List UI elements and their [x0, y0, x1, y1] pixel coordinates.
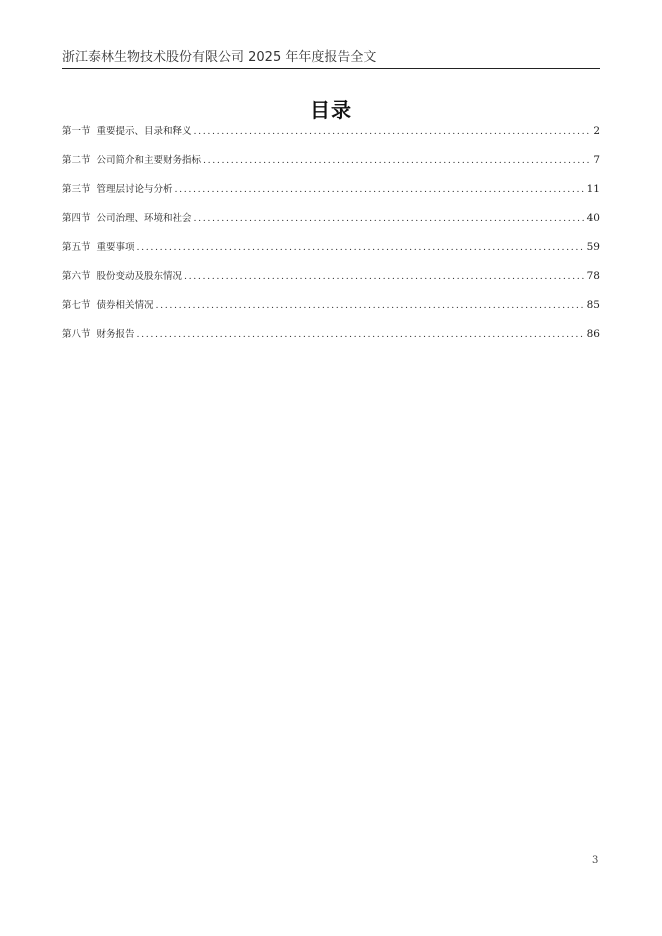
toc-entry[interactable] — [62, 181, 600, 210]
toc-section-title: 重要提示、目录和释义 — [96, 126, 192, 137]
toc-section-number: 第四节 — [62, 213, 91, 224]
toc-entry[interactable] — [62, 210, 600, 239]
page-number: 3 — [592, 855, 599, 866]
table-of-contents — [62, 123, 600, 355]
toc-entry[interactable] — [62, 239, 600, 268]
toc-page-number: 11 — [586, 183, 600, 195]
toc-section-title: 公司治理、环境和社会 — [96, 213, 192, 224]
toc-section-title: 重要事项 — [96, 242, 135, 253]
toc-section-title: 管理层讨论与分析 — [96, 184, 173, 195]
header-title: 浙江泰林生物技术股份有限公司 2025 年年度报告全文 — [62, 50, 377, 65]
page-header — [62, 46, 600, 69]
toc-leader-dots — [203, 155, 591, 166]
toc-entry[interactable] — [62, 297, 600, 326]
toc-section-number: 第三节 — [62, 184, 91, 195]
toc-leader-dots — [175, 184, 585, 195]
toc-entry[interactable] — [62, 123, 600, 152]
toc-page-number: 7 — [593, 154, 600, 166]
toc-page-number: 86 — [586, 328, 600, 340]
toc-section-number: 第七节 — [62, 300, 91, 311]
toc-section-number: 第五节 — [62, 242, 91, 253]
toc-section-title: 财务报告 — [96, 329, 135, 340]
toc-leader-dots — [184, 271, 585, 282]
toc-leader-dots — [156, 300, 585, 311]
toc-entry[interactable] — [62, 326, 600, 355]
toc-section-number: 第一节 — [62, 126, 91, 137]
toc-section-number: 第八节 — [62, 329, 91, 340]
toc-page-number: 2 — [593, 125, 600, 137]
toc-page-number: 78 — [586, 270, 600, 282]
toc-entry[interactable] — [62, 152, 600, 181]
toc-section-title: 股份变动及股东情况 — [96, 271, 183, 282]
toc-section-title: 债券相关情况 — [96, 300, 154, 311]
toc-page-number: 85 — [586, 299, 600, 311]
toc-section-number: 第二节 — [62, 155, 91, 166]
toc-section-title: 公司简介和主要财务指标 — [96, 155, 202, 166]
toc-page-number: 40 — [586, 212, 600, 224]
toc-title: 目录 — [310, 98, 352, 122]
toc-entry[interactable] — [62, 268, 600, 297]
toc-section-number: 第六节 — [62, 271, 91, 282]
toc-leader-dots — [137, 329, 585, 340]
toc-page-number: 59 — [586, 241, 600, 253]
toc-leader-dots — [194, 213, 585, 224]
toc-leader-dots — [137, 242, 585, 253]
toc-leader-dots — [194, 126, 592, 137]
